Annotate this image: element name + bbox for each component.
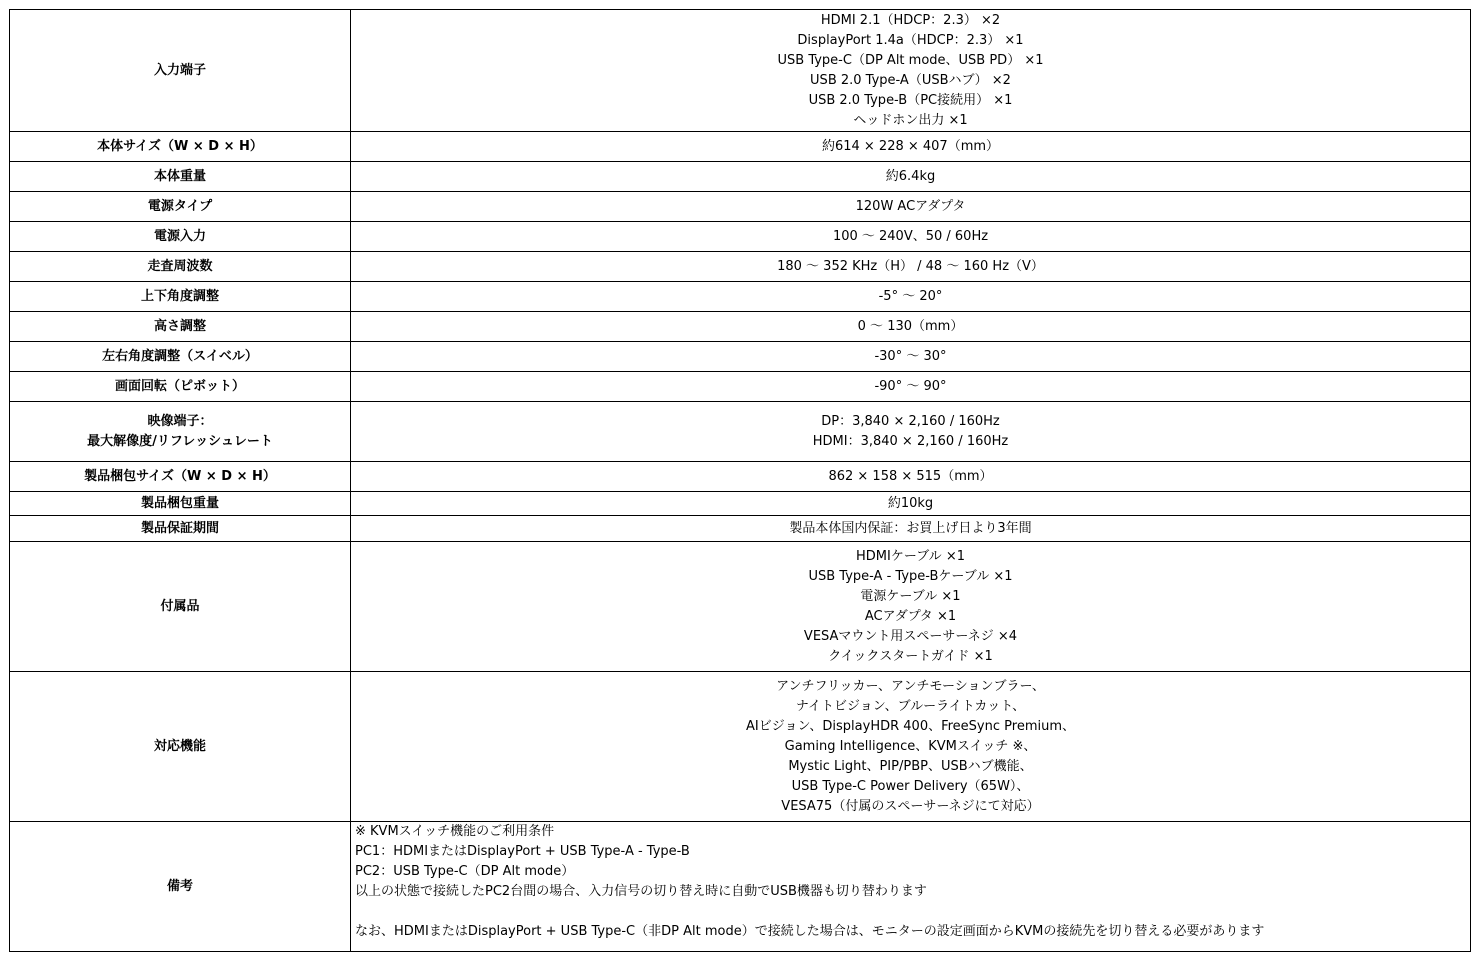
spec-row [10,162,1471,192]
spec-value-line: -30° ～ 30° [874,348,947,364]
spec-value-line: Gaming Intelligence、KVMスイッチ ※、 [784,738,1037,754]
spec-value [351,542,1471,672]
spec-row [10,492,1471,516]
spec-value [351,222,1471,252]
spec-row [10,462,1471,492]
spec-value-line: -5° ～ 20° [878,288,943,304]
spec-label [10,672,351,822]
spec-value-line: ナイトビジョン、ブルーライトカット、 [795,698,1026,714]
spec-value-line: Mystic Light、PIP/PBP、USBハブ機能、 [788,758,1033,774]
spec-row [10,312,1471,342]
spec-value [351,252,1471,282]
spec-value-line: HDMI：3,840 × 2,160 / 160Hz [812,433,1009,449]
spec-label-line: 最大解像度/リフレッシュレート [87,433,273,449]
spec-row [10,222,1471,252]
spec-label [10,372,351,402]
spec-value-line: クイックスタートガイド ×1 [828,648,993,664]
spec-label [10,222,351,252]
spec-label-line: 映像端子： [147,413,213,429]
spec-label [10,342,351,372]
spec-value-line: PC2：USB Type-C（DP Alt mode） [355,864,575,879]
spec-label [10,402,351,462]
spec-label [10,542,351,672]
spec-value-line: HDMIケーブル ×1 [856,548,965,564]
spec-label-line: 付属品 [160,598,200,614]
spec-row [10,282,1471,312]
spec-value-line: AIビジョン、DisplayHDR 400、FreeSync Premium、 [745,718,1075,734]
spec-label-line: 画面回転（ピボット） [114,378,245,394]
spec-label-line: 備考 [166,878,193,894]
spec-value-line [355,902,1470,922]
spec-value-line: PC1：HDMIまたはDisplayPort + USB Type-A - Type-B [355,844,690,859]
spec-value-line: USB Type-C（DP Alt mode、USB PD） ×1 [777,52,1044,68]
spec-value-line: 約614 × 228 × 407（mm） [821,138,1000,154]
spec-value-line: -90° ～ 90° [874,378,947,394]
spec-label-line: 電源タイプ [147,198,213,214]
spec-value-line: USB Type-A - Type-Bケーブル ×1 [808,568,1013,584]
spec-label-line: 製品梱包サイズ（W × D × H） [84,468,276,484]
spec-value [351,342,1471,372]
spec-row [10,402,1471,462]
spec-value-line: HDMI 2.1（HDCP：2.3） ×2 [820,12,1001,28]
spec-label-line: 上下角度調整 [140,288,219,304]
spec-value-line: USB 2.0 Type-A（USBハブ） ×2 [810,72,1011,88]
spec-label [10,132,351,162]
spec-value-line: 約6.4kg [885,168,936,184]
spec-label [10,492,351,516]
spec-label [10,822,351,952]
spec-row [10,822,1471,952]
spec-value-line: ヘッドホン出力 ×1 [853,112,968,128]
spec-value [351,282,1471,312]
spec-value-line: アンチフリッカー、アンチモーションブラー、 [776,678,1045,694]
spec-value-line: 製品本体国内保証：お買上げ日より3年間 [789,520,1032,536]
spec-label-line: 対応機能 [153,738,206,754]
spec-label-line: 入力端子 [153,62,206,78]
spec-value-line: 180 ～ 352 KHz（H） / 48 ～ 160 Hz（V） [777,258,1044,274]
spec-value [351,672,1471,822]
spec-value [351,192,1471,222]
spec-value-line: VESA75（付属のスペーサーネジにて対応） [781,798,1040,814]
spec-table-body [10,10,1471,952]
spec-label-line: 高さ調整 [153,318,206,334]
spec-row [10,372,1471,402]
spec-label-line: 製品保証期間 [140,520,219,536]
spec-label [10,516,351,542]
spec-value [351,402,1471,462]
spec-value [351,462,1471,492]
spec-label [10,192,351,222]
spec-row [10,132,1471,162]
spec-value-line: 電源ケーブル ×1 [860,588,961,604]
spec-value-line: 0 ～ 130（mm） [857,318,964,334]
spec-row [10,192,1471,222]
spec-value [351,10,1471,132]
spec-value [351,132,1471,162]
spec-value-line: 約10kg [887,495,934,511]
spec-label-line: 左右角度調整（スイベル） [102,348,258,364]
spec-label [10,462,351,492]
spec-value [351,822,1471,952]
spec-value [351,312,1471,342]
spec-value-line: DP：3,840 × 2,160 / 160Hz [821,413,1000,429]
spec-value-line: ACアダプタ ×1 [864,608,957,624]
spec-label [10,10,351,132]
spec-value [351,162,1471,192]
spec-value-line: 以上の状態で接続したPC2台間の場合、入力信号の切り替え時に自動でUSB機器も切り替わります [355,884,927,899]
spec-row [10,252,1471,282]
spec-table [9,9,1471,952]
spec-value-line: USB 2.0 Type-B（PC接続用） ×1 [808,92,1013,108]
spec-value-line: 100 ～ 240V、50 / 60Hz [832,228,989,244]
spec-label-line: 電源入力 [153,228,206,244]
spec-value-line: DisplayPort 1.4a（HDCP：2.3） ×1 [797,32,1024,48]
spec-row [10,542,1471,672]
spec-label [10,282,351,312]
spec-value-line: 862 × 158 × 515（mm） [828,468,993,484]
spec-row [10,10,1471,132]
spec-value-line: なお、HDMIまたはDisplayPort + USB Type-C（非DP Alt mode）で接続した場合は、モニターの設定画面からKVMの接続先を切り替える必要があります [355,924,1265,939]
spec-value-line: USB Type-C Power Delivery（65W）、 [791,778,1030,794]
spec-value-line: 120W ACアダプタ [855,198,966,214]
spec-value [351,516,1471,542]
spec-value-line: ※ KVMスイッチ機能のご利用条件 [355,824,555,839]
spec-label-line: 製品梱包重量 [140,495,219,511]
spec-label [10,312,351,342]
spec-value [351,492,1471,516]
spec-label [10,162,351,192]
spec-label [10,252,351,282]
spec-label-line: 本体サイズ（W × D × H） [97,138,263,154]
spec-label-line: 走査周波数 [147,258,213,274]
spec-value-line: VESAマウント用スペーサーネジ ×4 [803,628,1018,644]
spec-row [10,342,1471,372]
spec-row [10,516,1471,542]
spec-label-line: 本体重量 [153,168,206,184]
spec-value [351,372,1471,402]
spec-row [10,672,1471,822]
